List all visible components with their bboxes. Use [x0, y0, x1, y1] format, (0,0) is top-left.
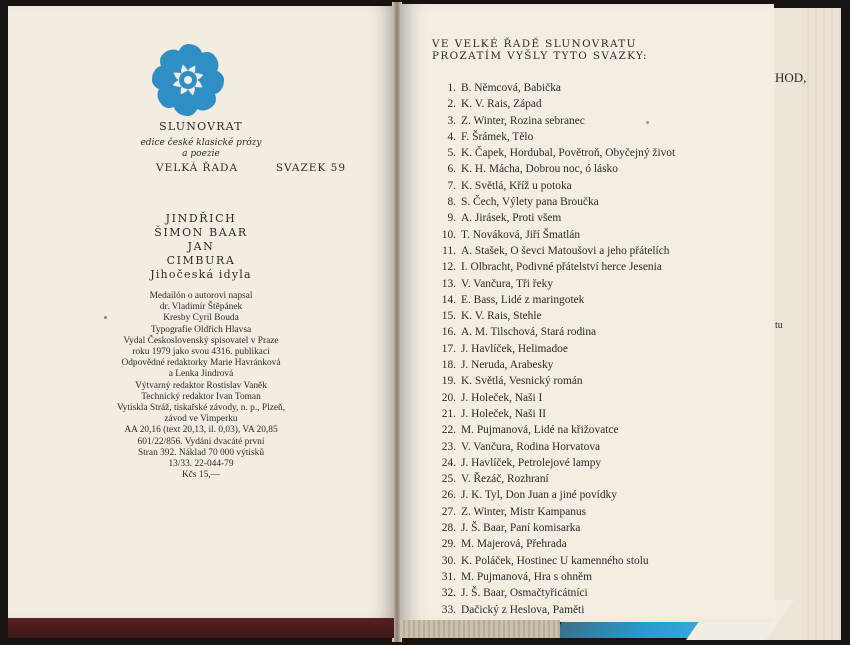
book-number: 2. — [447, 98, 456, 111]
slunovrat-swirl-logo-icon — [148, 40, 228, 120]
book-title: J. K. Tyl, Don Juan a jiné povídky — [461, 489, 617, 502]
imprint-line: Typografie Oldřich Hlavsa — [150, 324, 252, 335]
book-title: F. Šrámek, Tělo — [461, 130, 534, 143]
book-number: 22. — [441, 424, 456, 437]
book-number: 32. — [441, 587, 456, 600]
book-list-item — [420, 520, 675, 536]
book-title: S. Čech, Výlety pana Broučka — [461, 196, 599, 209]
book-number: 5. — [447, 147, 456, 160]
book-title: M. Majerová, Přehrada — [461, 538, 567, 551]
book-number: 13. — [441, 277, 456, 290]
imprint-line: a Lenka Jindrová — [168, 369, 234, 380]
author-line: ŠIMON BAAR — [154, 226, 248, 239]
page-block-edge — [400, 620, 560, 638]
book-list-item — [420, 553, 675, 569]
book-number: 23. — [441, 440, 456, 453]
book-list-item — [420, 504, 675, 520]
book-list-item — [420, 145, 675, 161]
book-list-item — [420, 129, 675, 145]
imprint-line: Vydal Československý spisovatel v Praze — [123, 335, 279, 346]
book-list-item — [420, 259, 675, 275]
author-line: JINDŘICH — [165, 212, 237, 225]
book-title: I. Olbracht, Podivné přátelství herce Jesenia — [461, 261, 662, 274]
book-title: T. Nováková, Jiří Šmatlán — [461, 228, 581, 241]
book-number: 16. — [441, 326, 456, 339]
imprint-line: Medailón o autorovi napsal — [149, 291, 253, 301]
list-header-line: VE VELKÉ ŘADĚ SLUNOVRATU — [432, 38, 637, 50]
book-title: Z. Winter, Mistr Kampanus — [461, 505, 587, 518]
book-title: J. Š. Baar, Osmačtyřicátníci — [461, 587, 588, 600]
right-page — [400, 4, 774, 622]
book-title: E. Bass, Lidé z maringotek — [461, 293, 585, 306]
book-list-item — [420, 276, 675, 292]
book-list-item — [420, 80, 675, 96]
imprint-line: Výtvarný redaktor Rostislav Vaněk — [135, 380, 267, 391]
paper-speck — [646, 121, 649, 124]
imprint-line: 13/33. 22-044-79 — [168, 459, 234, 470]
book-list-item — [420, 585, 675, 601]
book-list-item — [420, 243, 675, 259]
book-title: M. Pujmanová, Hra s ohněm — [461, 570, 592, 583]
book-title: K. Čapek, Hordubal, Povětroň, Obyčejný život — [461, 147, 676, 160]
series-subtitle-line: a poezie — [182, 149, 220, 159]
book-title: A. M. Tilschová, Stará rodina — [461, 326, 597, 339]
paper-speck — [104, 316, 107, 319]
book-number: 6. — [447, 163, 456, 176]
list-header-line: PROZATÍM VYŠLY TYTO SVAZKY: — [432, 50, 648, 62]
book-number: 20. — [441, 391, 456, 404]
book-number: 28. — [441, 522, 456, 535]
page-edge-stripes — [801, 8, 841, 640]
book-list-item — [420, 227, 675, 243]
book-title: M. Pujmanová, Lidé na křižovatce — [461, 424, 619, 437]
book-list-item — [420, 455, 675, 471]
book-list-item — [420, 390, 675, 406]
book-number: 8. — [447, 196, 456, 209]
book-title: J. Havlíček, Petrolejové lampy — [461, 456, 602, 469]
book-number: 26. — [441, 489, 456, 502]
author-title-block — [8, 212, 394, 268]
book-title: V. Vančura, Tři řeky — [461, 277, 554, 290]
book-list-item — [420, 210, 675, 226]
book-list-item — [420, 96, 675, 112]
book-number: 15. — [441, 310, 456, 323]
book-title: K. Poláček, Hostinec U kamenného stolu — [461, 554, 649, 567]
book-list-item — [420, 292, 675, 308]
imprint-line: roku 1979 jako svou 4316. publikaci — [132, 347, 270, 358]
title-line: CIMBURA — [166, 254, 236, 267]
book-title: B. Němcová, Babička — [461, 82, 561, 94]
book-title: Dačický z Heslova, Paměti — [461, 603, 585, 616]
book-number: 18. — [441, 359, 456, 372]
imprint-line: Technický redaktor Ivan Toman — [141, 391, 261, 402]
book-number: 24. — [441, 456, 456, 469]
imprint-line: Odpovědné redaktorky Marie Havránková — [121, 358, 281, 369]
book-title: J. Neruda, Arabesky — [461, 359, 554, 372]
book-title: K. V. Rais, Západ — [461, 98, 542, 111]
imprint-line: dr. Vladimír Štěpánek — [159, 302, 243, 313]
book-list-item — [420, 487, 675, 503]
series-subtitle — [8, 138, 394, 160]
back-page-fragment-top: HOD, — [775, 70, 807, 85]
book-number: 1. — [447, 82, 456, 94]
book-title: A. Jirásek, Proti všem — [461, 212, 562, 225]
book-number: 4. — [447, 130, 456, 143]
book-list-item — [420, 422, 675, 438]
volume-number: SVAZEK 59 — [275, 162, 346, 174]
book-list-item — [420, 341, 675, 357]
book-title: V. Řezáč, Rozhraní — [461, 473, 549, 486]
imprint-line: Stran 392. Náklad 70 000 výtisků — [137, 447, 265, 458]
back-page-fragment-middle: tu — [775, 320, 783, 331]
book-list-item — [420, 308, 675, 324]
imprint-line: Vytiskla Stráž, tiskařské závody, n. p., Plzeň, — [116, 403, 286, 414]
book-number: 10. — [441, 228, 456, 241]
book-title: K. Světlá, Kříž u potoka — [461, 179, 572, 192]
book-number: 29. — [441, 538, 456, 551]
book-title: J. Havlíček, Helimadoe — [461, 342, 568, 355]
book-number: 25. — [441, 473, 456, 486]
book-list-item — [420, 471, 675, 487]
book-number: 12. — [441, 261, 456, 274]
series-subtitle-line: edice české klasické prózy — [140, 138, 262, 148]
left-page — [8, 6, 394, 618]
book-number: 17. — [441, 342, 456, 355]
book-number: 3. — [447, 114, 456, 127]
book-number: 14. — [441, 293, 456, 306]
book-title: K. V. Rais, Stehle — [461, 310, 542, 323]
book-list-item — [420, 602, 675, 618]
book-title: Z. Winter, Rozina sebranec — [461, 114, 585, 127]
book-subtitle: Jihočeská idyla — [150, 268, 252, 281]
book-list-item — [420, 569, 675, 585]
book-list-item — [420, 178, 675, 194]
book-list-item — [420, 406, 675, 422]
book-title: J. Š. Baar, Paní komisarka — [461, 522, 581, 535]
imprint-line: závod ve Vimperku — [164, 414, 238, 425]
book-list-item — [420, 439, 675, 455]
book-list-item — [420, 161, 675, 177]
book-list-item — [420, 373, 675, 389]
book-title: K. H. Mácha, Dobrou noc, ó lásko — [461, 163, 618, 176]
book-title: J. Holeček, Naši II — [461, 407, 547, 420]
book-list-item — [420, 536, 675, 552]
book-number: 33. — [441, 603, 456, 616]
book-title: A. Stašek, O ševci Matoušovi a jeho přátelích — [461, 244, 670, 257]
book-title: J. Holeček, Naši I — [461, 391, 543, 404]
book-number: 31. — [441, 570, 456, 583]
list-header — [432, 38, 648, 62]
price-line: Kčs 15,— — [181, 470, 221, 481]
book-number: 30. — [441, 554, 456, 567]
cover-bottom-edge — [8, 618, 394, 638]
book-list — [420, 80, 675, 618]
book-title: V. Vančura, Rodina Horvatova — [461, 440, 601, 453]
imprint-line: AA 20,16 (text 20,13, il. 0,03), VA 20,85 — [124, 425, 278, 436]
series-name: SLUNOVRAT — [159, 120, 243, 133]
book-number: 7. — [447, 179, 456, 192]
series-line — [156, 162, 346, 174]
book-number: 21. — [441, 407, 456, 420]
book-list-item — [420, 324, 675, 340]
book-number: 19. — [441, 375, 456, 388]
book-list-item — [420, 194, 675, 210]
book-number: 9. — [447, 212, 456, 225]
imprint-line: 601/22/856. Vydání dvacáté první — [137, 436, 265, 447]
series-line-label: VELKÁ ŘADA — [156, 162, 239, 174]
imprint-block — [8, 291, 394, 481]
book-list-item — [420, 357, 675, 373]
title-line: JAN — [187, 240, 215, 253]
imprint-line: Kresby Cyril Bouda — [163, 313, 239, 324]
book-number: 27. — [441, 505, 456, 518]
book-number: 11. — [442, 244, 456, 257]
book-list-item — [420, 113, 675, 129]
book-title: K. Světlá, Vesnický román — [461, 375, 583, 388]
